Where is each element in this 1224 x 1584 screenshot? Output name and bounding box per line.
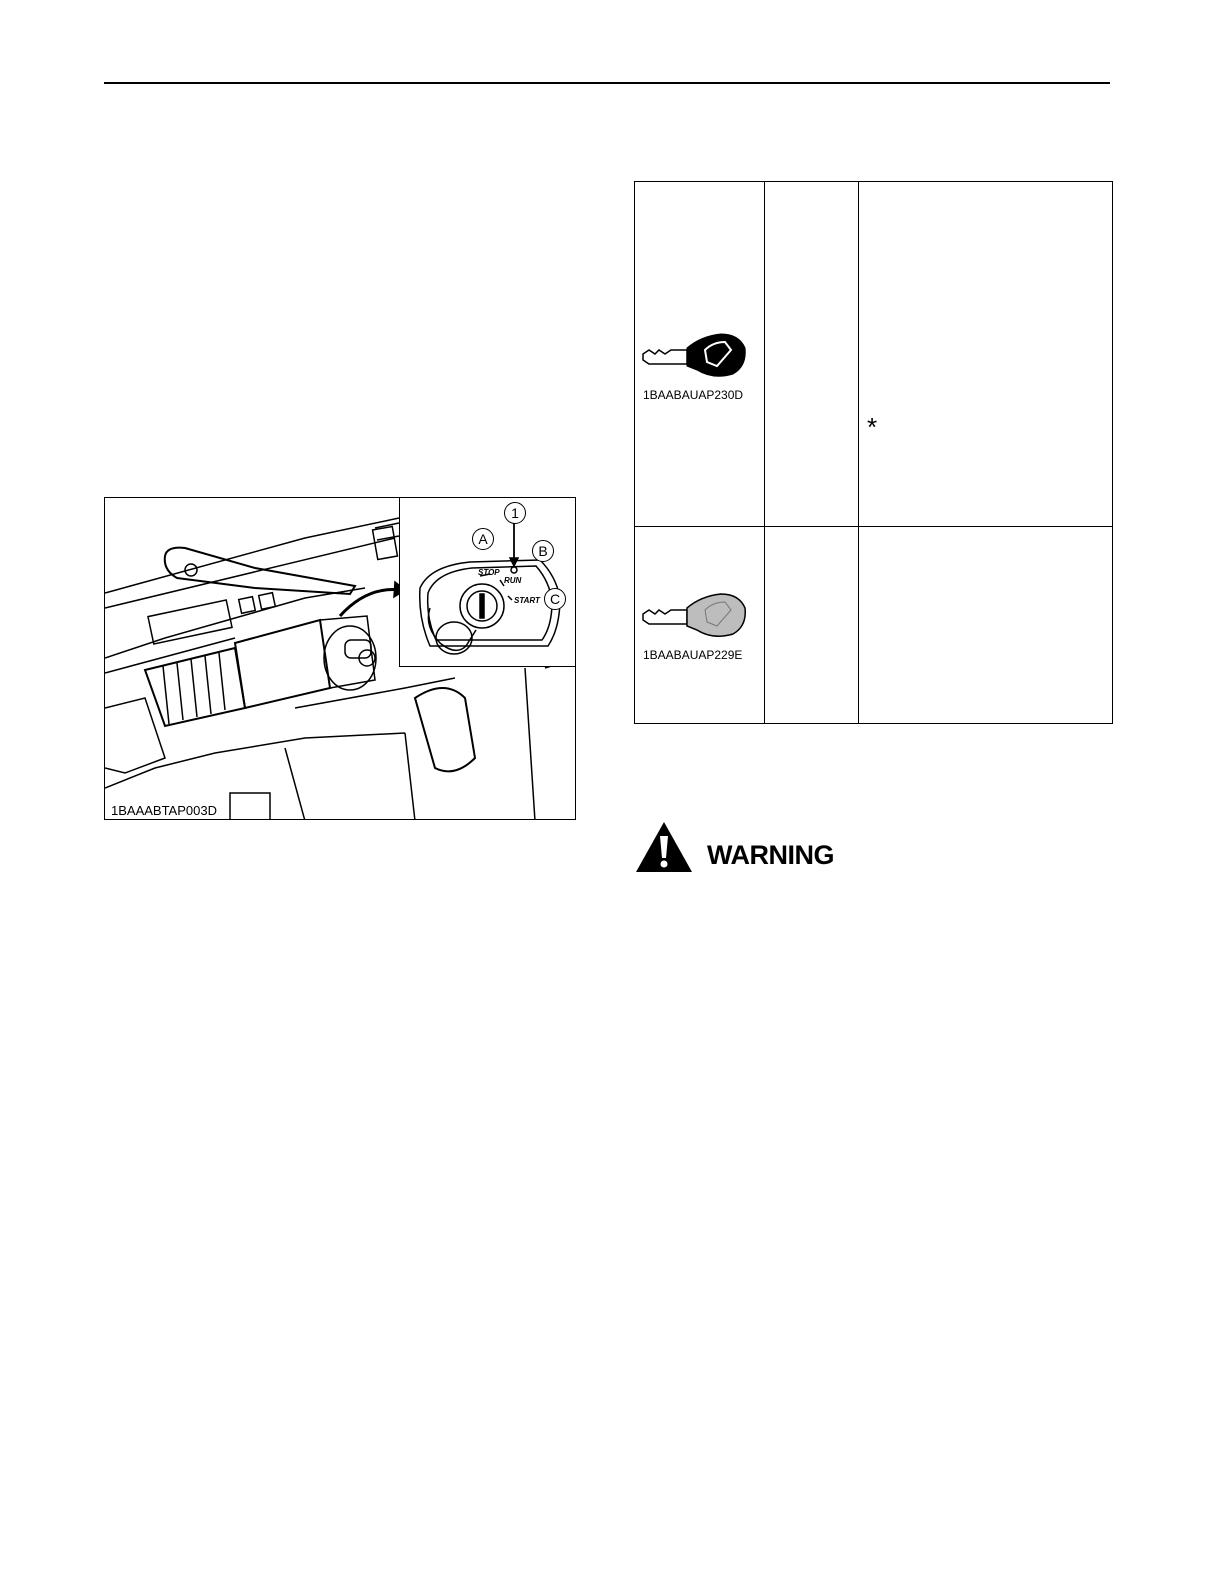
figure-code: 1BAAABTAP003D [111, 803, 217, 818]
switch-detail-inset [399, 498, 576, 667]
callout-c: C [544, 588, 566, 610]
table-column-divider [858, 182, 859, 723]
key-image-code: 1BAABAUAP230D [643, 388, 744, 402]
asterisk-marker: * [867, 412, 878, 442]
table-column-divider [764, 182, 765, 723]
black-key-icon [641, 332, 747, 382]
switch-label-start: START [514, 596, 540, 605]
ignition-switch-figure [104, 497, 576, 820]
callout-a: A [472, 528, 494, 550]
key-image-code: 1BAABAUAP229E [643, 648, 743, 662]
warning-header [634, 820, 874, 876]
switch-label-stop: STOP [478, 568, 500, 577]
header-rule [104, 82, 1110, 84]
callout-1: 1 [504, 502, 526, 524]
switch-detail-drawing [400, 498, 576, 666]
warning-label: WARNING [707, 840, 834, 870]
grey-key-icon [641, 592, 747, 642]
key-table [634, 181, 1113, 724]
warning-triangle-icon [634, 820, 694, 874]
callout-b: B [532, 540, 554, 562]
switch-label-run: RUN [504, 576, 522, 585]
table-row-divider [635, 526, 1112, 527]
